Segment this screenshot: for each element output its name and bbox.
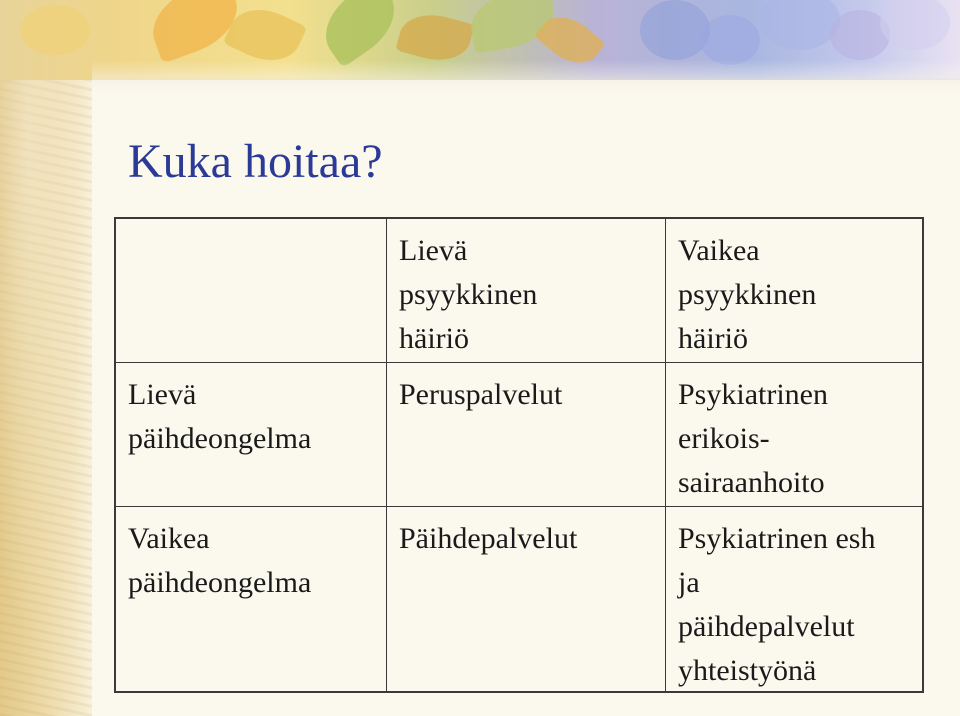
header-line: Vaikea: [678, 234, 760, 267]
flower-decoration: [760, 0, 840, 50]
row-label-mild-substance-problem: [116, 363, 387, 507]
header-line: psyykkinen: [678, 278, 817, 311]
cell-line: päihdepalvelut: [678, 610, 855, 643]
table-cell: [387, 363, 666, 507]
row-label-line: päihdeongelma: [128, 566, 312, 599]
flower-decoration: [20, 5, 90, 55]
row-label-line: päihdeongelma: [128, 422, 312, 455]
cell-line: Päihdepalvelut: [399, 522, 578, 555]
header-line: häiriö: [399, 322, 469, 355]
cell-line: Psykiatrinen: [678, 378, 828, 411]
leaf-decoration: [311, 0, 408, 68]
flower-decoration: [640, 0, 710, 60]
flower-decoration: [700, 15, 760, 65]
table-cell: [666, 507, 922, 691]
cell-line: Peruspalvelut: [399, 378, 563, 411]
row-label-severe-substance-problem: [116, 507, 387, 691]
flower-decoration: [880, 0, 950, 50]
cell-line: erikois-: [678, 422, 770, 455]
table-cell: [666, 363, 922, 507]
table-corner-cell: [116, 219, 387, 363]
header-line: häiriö: [678, 322, 748, 355]
cell-line: sairaanhoito: [678, 466, 825, 499]
cell-line: yhteistyönä: [678, 654, 817, 687]
cell-line: ja: [678, 566, 700, 599]
slide-title: Kuka hoitaa?: [128, 135, 383, 188]
cell-line: Psykiatrinen esh: [678, 522, 876, 555]
header-mild-mental-disorder: [387, 219, 666, 363]
care-matrix-table: [114, 217, 924, 693]
table-cell: [387, 507, 666, 691]
parchment-strip: [0, 0, 92, 716]
row-label-line: Lievä: [128, 378, 197, 411]
header-severe-mental-disorder: [666, 219, 922, 363]
header-line: Lievä: [399, 234, 468, 267]
header-line: psyykkinen: [399, 278, 538, 311]
row-label-line: Vaikea: [128, 522, 210, 555]
banner-fade: [92, 60, 960, 100]
